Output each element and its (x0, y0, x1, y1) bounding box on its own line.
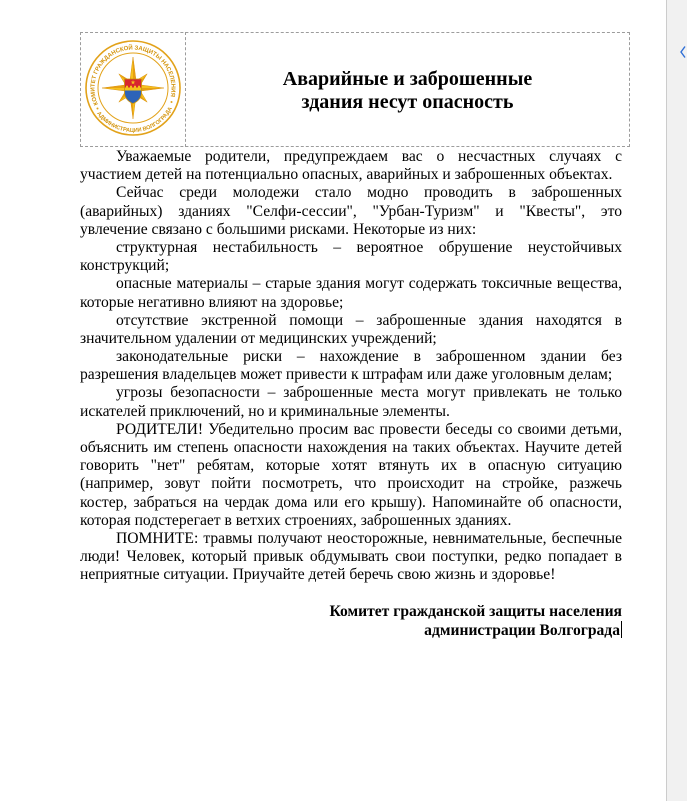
paragraph-line: объяснить им степень опасности нахождения на таких объектах. Научите детей (80, 439, 622, 456)
paragraph-line: искателей приключений, но и криминальные элементы. (80, 402, 450, 420)
signature-line-with-cursor (80, 621, 622, 639)
paragraph (80, 148, 622, 184)
paragraph-line: структурная нестабильность – вероятное обрушение неустойчивых (116, 238, 622, 256)
paragraph-line: ПОМНИТЕ: травмы получают неосторожные, невнимательные, беспечные (116, 529, 622, 547)
paragraph-line: Уважаемые родители, предупреждаем вас о несчастных случаях с (116, 148, 622, 165)
paragraph-line: конструкций; (80, 257, 170, 275)
signature-block (80, 603, 622, 639)
paragraph (80, 384, 622, 420)
signature-line: администрации Волгограда (424, 622, 620, 640)
paragraph-line: законодательные риски – нахождение в заброшенном здании без (116, 348, 622, 366)
paragraph-line: разрешения владельцев может привести к штрафам или даже уголовным делам; (80, 366, 613, 384)
paragraph-line: (например, зовут пойти посмотреть, что происходит на стройке, разжечь (80, 475, 622, 493)
paragraph (80, 421, 622, 530)
paragraph-line: участием детей на потенциально опасных, аварийных и заброшенных объектах. (80, 166, 613, 184)
signature-line: Комитет гражданской защиты населения (329, 603, 622, 620)
paragraph (80, 530, 622, 585)
emblem-ring-text-top: КОМИТЕТ ГРАЖДАНСКОЙ ЗАЩИТЫ НАСЕЛЕНИЯ (90, 45, 176, 106)
page-edge (666, 0, 687, 801)
title-line: Аварийные и заброшенные (282, 67, 533, 90)
paragraph (80, 239, 622, 275)
paragraph-line: значительном удалении от медицинских учреждений; (80, 329, 437, 347)
paragraph (80, 184, 622, 239)
paragraph-line: говорить "нет" ребятам, которые хотят втянуть их в опасную ситуацию (80, 457, 622, 475)
paragraph (80, 275, 622, 311)
title-line: здания несут опасность (301, 90, 514, 113)
paragraph-line: увлечение связано с большими рисками. Некоторые из них: (80, 220, 477, 238)
paragraph-line: угрозы безопасности – заброшенные места могут привлекать не только (116, 384, 622, 402)
paragraph-line: неприятные ситуации. Приучайте детей беречь свою жизнь и здоровье! (80, 566, 556, 584)
document-body (80, 148, 622, 585)
paragraph-line: опасные материалы – старые здания могут содержать токсичные вещества, (116, 275, 622, 293)
text-cursor (621, 621, 622, 638)
paragraph-line: люди! Человек, который привык обдумывать свои поступки, редко попадает в (80, 548, 622, 566)
paragraph-line: отсутствие экстренной помощи – заброшенные здания находятся в (116, 311, 622, 329)
paragraph (80, 348, 622, 384)
emblem-logo (84, 39, 182, 137)
paragraph-line: которые негативно влияют на здоровье; (80, 293, 344, 311)
paragraph-line: которая подстерегает в ветхих строениях, заброшенных зданиях. (80, 511, 512, 529)
emblem-ring-text-bottom: АДМИНИСТРАЦИИ ВОЛГОГРАДА (95, 106, 174, 135)
paragraph-line: Сейчас среди молодежи стало модно проводить в заброшенных (116, 184, 622, 202)
paragraph-line: РОДИТЕЛИ! Убедительно просим вас провести беседы со своими детьми, (116, 420, 622, 438)
paragraph-line: костер, забраться на чердак дома или его крышу). Напоминайте об опасности, (80, 493, 622, 511)
chevron-left-icon (679, 45, 687, 59)
paragraph (80, 312, 622, 348)
paragraph-line: (аварийных) зданиях "Селфи-сессии", "Урбан-Туризм" и "Квесты", это (80, 202, 622, 220)
document-title (185, 68, 630, 114)
